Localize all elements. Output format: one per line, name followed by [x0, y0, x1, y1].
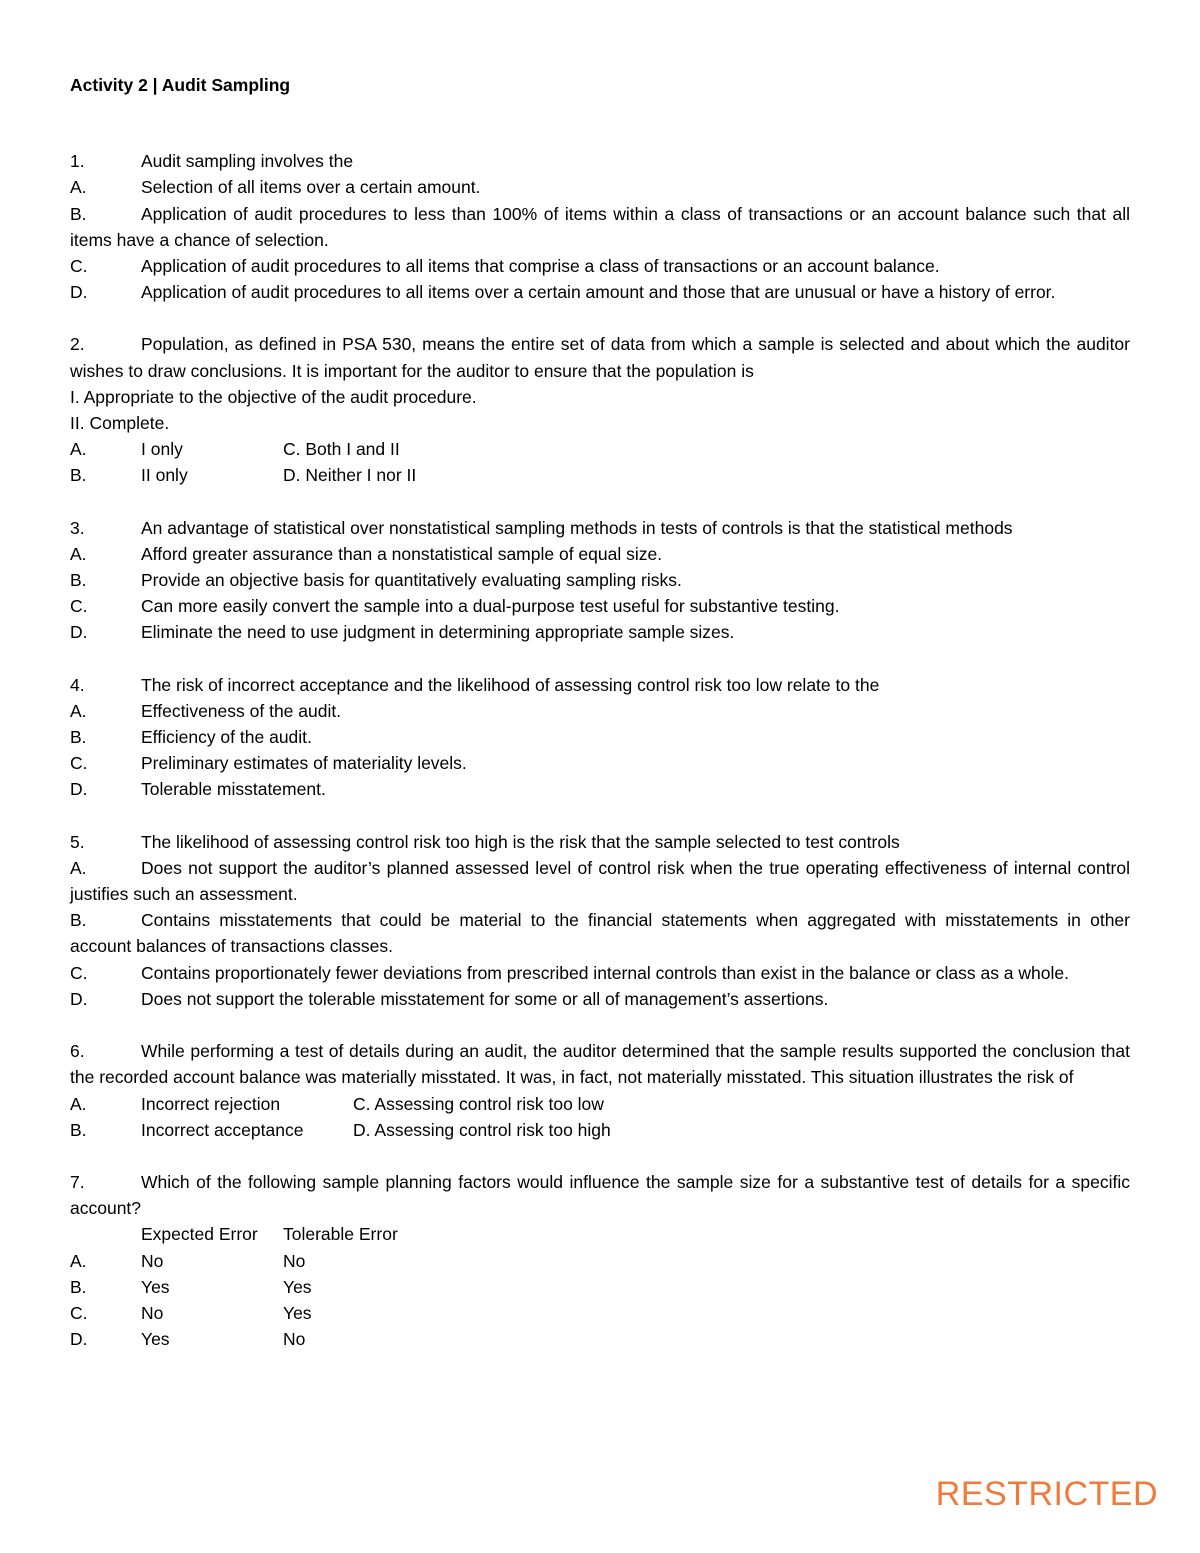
question-number: 2. — [70, 334, 85, 355]
choice-b — [70, 567, 1130, 593]
choice-text: Efficiency of the audit. — [141, 727, 312, 748]
choice-label: A. — [70, 439, 87, 460]
expected-error-cell: Yes — [141, 1276, 170, 1297]
choice-text: Does not support the tolerable misstatement for some or all of management’s assertions. — [141, 988, 829, 1009]
question-text: The risk of incorrect acceptance and the likelihood of assessing control risk too low relate to the — [141, 674, 880, 695]
choice-d — [70, 986, 1130, 1012]
choice-label: D. — [70, 988, 88, 1009]
question-text: An advantage of statistical over nonstatistical sampling methods in tests of controls is that the statistical methods — [141, 517, 1013, 538]
choice-label: B. — [70, 1119, 87, 1140]
choice-text: Incorrect rejection — [141, 1093, 281, 1114]
question-stem — [70, 148, 1130, 174]
question-number: 7. — [70, 1171, 85, 1192]
statement-ii: II. Complete. — [70, 413, 170, 434]
choice-label: B. — [70, 465, 87, 486]
question-number: 4. — [70, 674, 85, 695]
statement-i: I. Appropriate to the objective of the audit procedure. — [70, 386, 477, 407]
choice-a — [70, 174, 1130, 200]
choice-label: A. — [70, 177, 87, 198]
choice-c — [70, 253, 1130, 279]
choice-label: D. — [70, 622, 88, 643]
question-number: 5. — [70, 831, 85, 852]
choice-text: Eliminate the need to use judgment in determining appropriate sample sizes. — [141, 622, 735, 643]
choice-label: C. — [70, 962, 88, 983]
table-row — [70, 1300, 1130, 1326]
question-number: 1. — [70, 151, 85, 172]
choice-text: I only — [141, 439, 183, 460]
question-3 — [70, 515, 1130, 646]
question-stem — [70, 515, 1130, 541]
choice-a — [70, 698, 1130, 724]
question-5 — [70, 829, 1130, 1012]
choice-text: C. Assessing control risk too low — [353, 1093, 604, 1114]
question-stem — [70, 331, 1130, 383]
choice-label: D. — [70, 282, 88, 303]
choice-label: A. — [70, 1093, 87, 1114]
choice-text: II only — [141, 465, 188, 486]
choice-d — [70, 619, 1130, 645]
question-2 — [70, 331, 1130, 488]
question-stem — [70, 1169, 1130, 1221]
choice-label: A. — [70, 857, 87, 878]
choice-label: A. — [70, 1250, 87, 1271]
choice-label: B. — [70, 727, 87, 748]
question-text: The likelihood of assessing control risk too high is the risk that the sample selected to test controls — [141, 831, 900, 852]
choice-text: Application of audit procedures to less than 100% of items within a class of transactions or an account balance such that all items have a chance of selection. — [70, 203, 1130, 250]
restricted-watermark: RESTRICTED — [935, 1475, 1158, 1513]
question-text: Population, as defined in PSA 530, means the entire set of data from which a sample is selected and about which the auditor wishes to draw conclusions. It is important for the auditor to ensure that the population is — [70, 334, 1130, 381]
choice-text: C. Both I and II — [283, 439, 400, 460]
expected-error-cell: No — [141, 1250, 164, 1271]
choice-label: A. — [70, 543, 87, 564]
tolerable-error-cell: No — [283, 1250, 306, 1271]
choice-row-a-c — [70, 1091, 1130, 1117]
question-number: 6. — [70, 1041, 85, 1062]
choice-c — [70, 750, 1130, 776]
choice-label: D. — [70, 779, 88, 800]
question-text: While performing a test of details during an audit, the auditor determined that the sample results supported the conclusion that the recorded account balance was materially misstated. It was, in fact, not materially misstated. This situation illustrates the risk of — [70, 1041, 1130, 1088]
answer-table-header — [70, 1221, 1130, 1247]
document-page — [70, 72, 1130, 1378]
choice-text: Application of audit procedures to all items over a certain amount and those that are unusual or have a history of error. — [141, 282, 1056, 303]
expected-error-cell: No — [141, 1302, 164, 1323]
choice-row-a-c — [70, 436, 1130, 462]
choice-label: A. — [70, 700, 87, 721]
choice-text: Effectiveness of the audit. — [141, 700, 342, 721]
choice-label: B. — [70, 910, 87, 931]
tolerable-error-cell: Yes — [283, 1276, 312, 1297]
question-text: Audit sampling involves the — [141, 151, 354, 172]
choice-c — [70, 960, 1130, 986]
choice-c — [70, 593, 1130, 619]
choice-text: Does not support the auditor’s planned assessed level of control risk when the true operating effectiveness of internal control justifies such an assessment. — [70, 857, 1130, 905]
question-6 — [70, 1038, 1130, 1143]
table-row — [70, 1248, 1130, 1274]
tolerable-error-cell: Yes — [283, 1302, 312, 1323]
question-1 — [70, 148, 1130, 305]
choice-label: C. — [70, 753, 88, 774]
choice-text: Contains proportionately fewer deviations from prescribed internal controls than exist in the balance or class as a whole. — [141, 962, 1069, 983]
choice-label: B. — [70, 570, 87, 591]
choice-label: B. — [70, 203, 87, 224]
choice-text: Application of audit procedures to all items that comprise a class of transactions or an account balance. — [141, 256, 940, 277]
choice-text: Selection of all items over a certain amount. — [141, 177, 481, 198]
question-number: 3. — [70, 517, 85, 538]
choice-d — [70, 279, 1130, 305]
choice-text: Preliminary estimates of materiality levels. — [141, 753, 467, 774]
choice-row-b-d — [70, 462, 1130, 488]
choice-d — [70, 776, 1130, 802]
choice-b — [70, 724, 1130, 750]
choice-text: Tolerable misstatement. — [141, 779, 326, 800]
expected-error-cell: Yes — [141, 1329, 170, 1350]
question-7 — [70, 1169, 1130, 1352]
choice-b — [70, 907, 1130, 959]
choice-label: B. — [70, 1276, 87, 1297]
document-title: Activity 2 | Audit Sampling — [70, 75, 291, 95]
question-stem — [70, 672, 1130, 698]
tolerable-error-cell: No — [283, 1329, 306, 1350]
question-stem — [70, 829, 1130, 855]
table-row — [70, 1274, 1130, 1300]
question-stem — [70, 1038, 1130, 1090]
choice-row-b-d — [70, 1117, 1130, 1143]
column-header-expected-error: Expected Error — [141, 1224, 258, 1245]
column-header-tolerable-error: Tolerable Error — [283, 1224, 398, 1245]
choice-text: Can more easily convert the sample into a dual-purpose test useful for substantive testing. — [141, 596, 840, 617]
choice-text: Contains misstatements that could be material to the financial statements when aggregated with misstatements in other account balances of transactions classes. — [70, 910, 1130, 957]
choice-text: Provide an objective basis for quantitatively evaluating sampling risks. — [141, 570, 682, 591]
choice-label: C. — [70, 1302, 88, 1323]
choice-text: D. Neither I nor II — [283, 465, 417, 486]
question-4 — [70, 672, 1130, 803]
choice-label: C. — [70, 596, 88, 617]
table-row — [70, 1326, 1130, 1352]
choice-a — [70, 541, 1130, 567]
choice-label: C. — [70, 256, 88, 277]
choice-text: Incorrect acceptance — [141, 1119, 304, 1140]
choice-text: Afford greater assurance than a nonstatistical sample of equal size. — [141, 543, 663, 564]
choice-text: D. Assessing control risk too high — [353, 1119, 611, 1140]
choice-b — [70, 201, 1130, 253]
question-text: Which of the following sample planning factors would influence the sample size for a substantive test of details for a specific account? — [70, 1171, 1130, 1219]
choice-label: D. — [70, 1329, 88, 1350]
choice-a — [70, 855, 1130, 907]
